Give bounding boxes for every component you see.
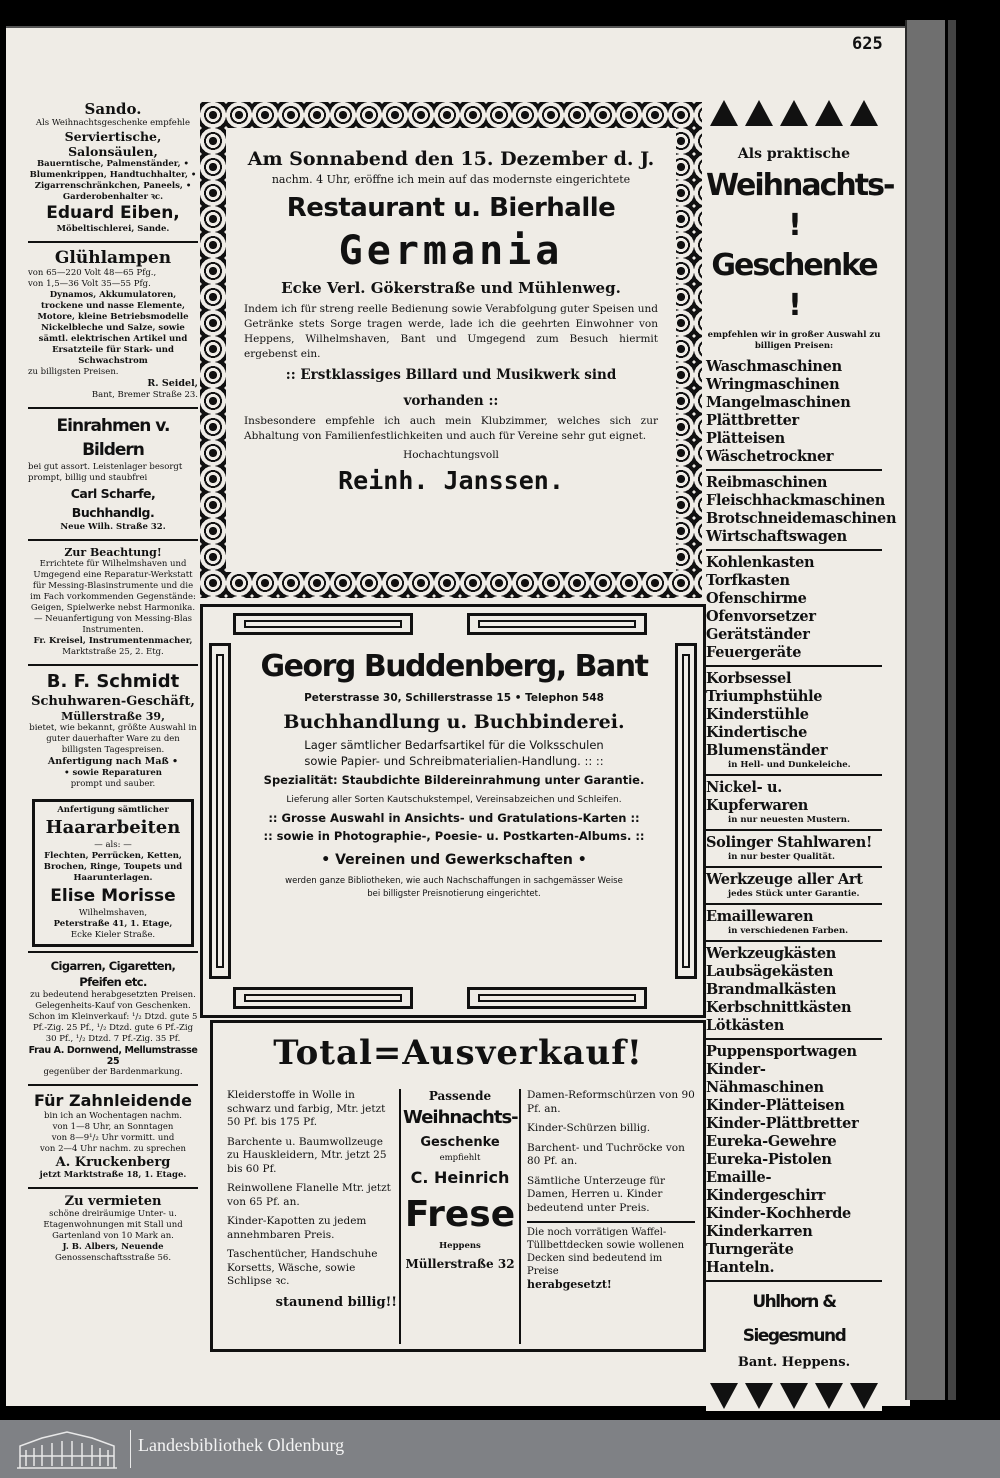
g5-item: Nickel- u. Kupferwaren: [706, 779, 809, 814]
list-item: Hanteln.: [706, 1259, 775, 1276]
total-right-item: Barchent- und Tuchröcke von 80 Pf. an.: [527, 1141, 685, 1167]
germania-line1: Am Sonnabend den 15. Dezember d. J.: [247, 148, 655, 170]
list-item: Kinder-Nähmaschinen: [706, 1061, 824, 1096]
buddenberg-title: Georg Buddenberg, Bant: [260, 649, 648, 684]
ornament-bar: [209, 643, 231, 979]
ad-eiben-sub: Möbeltischlerei, Sande.: [56, 224, 170, 234]
total-left-list: [227, 1089, 397, 1311]
list-item: Eureka-Pistolen: [706, 1151, 832, 1168]
g6-note: in nur bester Qualität.: [728, 852, 835, 862]
total-right-list: [527, 1089, 695, 1292]
germania-sign: Reinh. Janssen.: [338, 466, 564, 495]
ad-seidel-body: Dynamos, Akkumulatoren, trockene und nasse Elemente, Motore, kleine Betriebsmodelle Nickelbleche und Salze, sowie sämtl. elektrischen Artikel und Ersatzteile für Stark- und Schwachstrom: [37, 290, 189, 366]
ad-morisse-corner: Ecke Kieler Straße.: [70, 930, 156, 940]
g7-item: Werkzeuge aller Art: [706, 871, 863, 888]
ad-kreisel: [28, 544, 198, 661]
buddenberg-l8: werden ganze Bibliotheken, wie auch Nachschaffungen in sachgemässer Weise: [285, 876, 623, 886]
ad-kreisel-name: Fr. Kreisel, Instrumentenmacher,: [33, 636, 193, 646]
list-item: Blumenständer: [706, 742, 828, 759]
divider: [28, 951, 198, 953]
frese-l2: Weihnachts-: [403, 1107, 518, 1128]
ornament-bar: [233, 613, 413, 635]
list-group-2: [706, 474, 897, 546]
right-places: Bant. Heppens.: [737, 1355, 851, 1370]
germania-title: Restaurant u. Bierhalle: [286, 193, 616, 223]
frese-l4: empfiehlt: [439, 1153, 481, 1163]
list-item: Fleischhackmaschinen: [706, 492, 885, 509]
ad-schmidt-title: B. F. Schmidt: [46, 671, 180, 692]
ad-seidel-l2: von 1,5—36 Volt 35—55 Pfg.: [28, 279, 151, 289]
ad-seidel-l1: von 65—220 Volt 48—65 Pfg.,: [28, 268, 157, 278]
ad-morisse-title: Haararbeiten: [45, 817, 181, 838]
buddenberg-l5: :: Grosse Auswahl in Ansichts- und Gratulations-Karten ::: [268, 811, 640, 825]
list-item: Kinder-Kochherde: [706, 1205, 851, 1222]
g8-item: Emaillewaren: [706, 908, 814, 925]
divider: [706, 469, 882, 471]
ad-kruckenberg-name: A. Kruckenberg: [55, 1155, 171, 1170]
total-right-item: Kinder-Schürzen billig.: [527, 1122, 651, 1134]
list-group-9: [706, 945, 882, 1035]
library-footer: [0, 1420, 1000, 1478]
divider: [706, 1280, 882, 1282]
divider: [28, 407, 198, 409]
g4-note: in Hell- und Dunkeleiche.: [728, 760, 851, 770]
book-spine-edge: [948, 20, 956, 1400]
total-frese: [403, 1089, 517, 1274]
ad-seidel-title: Glühlampen: [54, 248, 172, 268]
total-left-item: Taschentücher, Handschuhe Korsetts, Wäsche, sowie Schlipse ꝛc.: [227, 1248, 378, 1287]
right-ad-uhlhorn: [706, 100, 897, 1411]
divider: [706, 829, 882, 831]
column-rule: [519, 1089, 521, 1344]
list-item: Wirtschaftswagen: [706, 528, 847, 545]
ad-dornwend-sub: gegenüber der Bardenmarkung.: [43, 1067, 183, 1077]
ornament-bar: [233, 987, 413, 1009]
total-left-item: Barchente u. Baumwollzeuge zu Hauskleidern, Mtr. jetzt 25 bis 60 Pf.: [227, 1135, 387, 1175]
frese-l3: Geschenke: [420, 1135, 500, 1150]
ad-seidel: [28, 246, 198, 404]
ad-scharfe-name: Carl Scharfe, Buchhandlg.: [70, 486, 156, 520]
ad-schmidt-addr: Müllerstraße 39,: [61, 710, 165, 723]
ad-morisse-als: — als: —: [94, 840, 132, 850]
list-item: Korbsessel: [706, 670, 792, 687]
list-item: Kindertische: [706, 724, 808, 741]
divider: [706, 549, 882, 551]
divider: [706, 665, 882, 667]
list-item: Triumphstühle: [706, 688, 823, 705]
ad-morisse-top: Anfertigung sämtlicher: [57, 805, 169, 815]
ad-eiben-line: Als Weihnachtsgeschenke empfehle: [35, 118, 191, 128]
germania-line2: nachm. 4 Uhr, eröffne ich mein auf das modernste eingerichtete: [271, 173, 631, 186]
ad-eiben-title: Serviertische, Salonsäulen,: [64, 129, 162, 159]
ad-eiben-body: Bauerntische, Palmenständer, • Blumenkrippen, Handtuchhalter, • Zigarrenschränkchen, Paneels, • Garderobenhalter ꝛc.: [29, 159, 197, 202]
divider: [706, 940, 882, 942]
buddenberg-l2: sowie Papier- und Schreibmaterialien-Handlung. :: ::: [304, 754, 604, 768]
divider: [706, 866, 882, 868]
ornament-bar: [467, 613, 647, 635]
ad-seidel-name: R. Seidel,: [147, 378, 198, 389]
list-item: Emaille-Kindergeschirr: [706, 1169, 826, 1204]
g7-note: jedes Stück unter Garantie.: [728, 889, 860, 899]
ad-dornwend-name: Frau A. Dornwend, Mellumstrasse 25: [28, 1045, 198, 1067]
buddenberg-l3: Spezialität: Staubdichte Bildereinrahmung unter Garantie.: [263, 773, 645, 787]
ad-seidel-addr: Bant, Bremer Straße 23.: [91, 390, 198, 400]
list-item: Ofenvorsetzer: [706, 608, 816, 625]
list-item: Plätteisen: [706, 430, 785, 447]
list-item: Kinderstühle: [706, 706, 809, 723]
ad-dornwend-title: Cigarren, Cigaretten, Pfeifen etc.: [50, 959, 176, 989]
ad-kruckenberg-l3: von 8—9¹/₂ Uhr vormitt. und: [51, 1133, 175, 1143]
footer-separator: [130, 1430, 131, 1468]
divider: [28, 664, 198, 666]
total-left-item: Kinder-Kapotten zu jedem annehmbaren Preis.: [227, 1215, 367, 1241]
total-left-end: staunend billig!!: [275, 1294, 397, 1310]
ad-kruckenberg-addr: jetzt Marktstraße 18, 1. Etage.: [39, 1170, 187, 1180]
divider: [706, 774, 882, 776]
ad-schmidt-l3: prompt und sauber.: [70, 779, 156, 789]
total-left-item: Reinwollene Flanelle Mtr. jetzt von 65 Pf. an.: [227, 1182, 391, 1208]
germania-body: Indem ich für streng reelle Bedienung sowie Verabfolgung guter Speisen und Getränke stets Sorge tragen werde, lade ich die geehrten Einwohner von Heppens, Wilhelmshaven, Bant und Umgegend zum Besuch hiermit ergebenst ein.: [244, 303, 658, 360]
ad-schmidt-l1: Anfertigung nach Maß •: [47, 756, 179, 767]
list-item: Brotschneidemaschinen: [706, 510, 897, 527]
g6-item: Solinger Stahlwaren!: [706, 834, 873, 851]
ad-kruckenberg-l4: von 2—4 Uhr nachm. zu sprechen: [39, 1144, 187, 1154]
ad-kruckenberg-title: Für Zahnleidende: [34, 1091, 192, 1110]
ad-albers: [28, 1192, 198, 1267]
ad-buddenberg: [200, 604, 706, 1018]
buddenberg-l6: :: sowie in Photographie-, Poesie- u. Postkarten-Albums. ::: [263, 829, 645, 843]
right-big1: Weihnachts-: [706, 168, 894, 203]
list-group-1: [706, 358, 882, 466]
list-item: Puppensportwagen: [706, 1043, 857, 1060]
buddenberg-sub: Buchhandlung u. Buchbinderei.: [283, 711, 625, 733]
list-item: Waschmaschinen: [706, 358, 842, 375]
list-item: Reibmaschinen: [706, 474, 828, 491]
ad-schmidt-sub: Schuhwaren-Geschäft,: [31, 694, 195, 709]
buddenberg-l4: Lieferung aller Sorten Kautschukstempel, Vereinsabzeichen und Schleifen.: [286, 795, 622, 805]
divider: [706, 903, 882, 905]
ad-eiben: [28, 98, 198, 238]
frese-l1: Passende: [428, 1089, 492, 1103]
ad-total-ausverkauf: [210, 1020, 706, 1352]
page-number: 625: [852, 34, 883, 54]
ornament-bar: [467, 987, 647, 1009]
ad-albers-body: schöne dreiräumige Unter- u. Etagenwohnungen mit Stall und Gartenland von 10 Mark an.: [43, 1209, 183, 1241]
list-item: Feuergeräte: [706, 644, 802, 661]
triangle-ornament-bottom: [706, 1383, 882, 1411]
ad-kruckenberg: [28, 1089, 198, 1184]
ad-schmidt-body: bietet, wie bekannt, größte Auswahl in guter dauerhafter Ware zu den billigsten Tagespreisen.: [29, 723, 197, 755]
ad-scharfe: [28, 412, 198, 536]
ornament-bar: [675, 643, 697, 979]
total-right-end-b: herabgesetzt!: [527, 1278, 612, 1291]
list-item: Kohlenkasten: [706, 554, 815, 571]
list-item: Brandmalkästen: [706, 981, 837, 998]
triangle-ornament-top: [706, 100, 882, 128]
ad-germania: [200, 102, 702, 598]
ad-eiben-name: Eduard Eiben,: [46, 203, 180, 223]
left-ad-column: [28, 98, 198, 1267]
column-rule: [399, 1089, 401, 1344]
ad-dornwend-body: zu bedeutend herabgesetzten Preisen. Gelegenheits-Kauf von Geschenken. Schon im Kleinverkauf: ¹/₂ Dtzd. gute 5 Pf.-Zig. 25 Pf., ¹/₂ Dtzd. gute 6 Pf.-Zig 30 Pf., ¹/₂ Dtzd. 7 Pf.-Zig. 35 Pf.: [28, 990, 198, 1044]
list-item: Torfkasten: [706, 572, 790, 589]
list-item: Gerätständer: [706, 626, 810, 643]
right-big2: ! Geschenke !: [711, 208, 877, 323]
ad-albers-title: Zu vermieten: [64, 1194, 162, 1209]
list-item: Wäschetrockner: [706, 448, 834, 465]
g8-note: in verschiedenen Farben.: [728, 926, 849, 936]
ad-morisse: [32, 799, 194, 947]
list-item: Kinder-Plätteisen: [706, 1097, 845, 1114]
right-intro: Als praktische: [737, 146, 851, 162]
buddenberg-addr: Peterstrasse 30, Schillerstrasse 15 • Telephon 548: [304, 692, 604, 704]
list-item: Mangelmaschinen: [706, 394, 851, 411]
frese-l8: Müllerstraße 32: [405, 1257, 515, 1271]
list-item: Laubsägekästen: [706, 963, 834, 980]
list-item: Kinder-Plättbretter: [706, 1115, 859, 1132]
ad-morisse-addr: Peterstraße 41, 1. Etage,: [53, 919, 173, 929]
ad-scharfe-addr: Neue Wilh. Straße 32.: [60, 522, 166, 532]
list-item: Kinderkarren: [706, 1223, 813, 1240]
list-item: Werkzeugkästen: [706, 945, 837, 962]
buddenberg-l7: • Vereinen und Gewerkschaften •: [321, 852, 587, 868]
divider: [28, 539, 198, 541]
ad-schmidt-l2: • sowie Reparaturen: [64, 768, 162, 778]
divider: [706, 1038, 882, 1040]
ad-morisse-city: Wilhelmshaven,: [78, 908, 148, 918]
ad-kruckenberg-l2: von 1—8 Uhr, an Sonntagen: [52, 1122, 174, 1132]
list-item: Ofenschirme: [706, 590, 807, 607]
footer-library-name: Landesbibliothek Oldenburg: [138, 1435, 345, 1455]
book-spine: [905, 20, 945, 1400]
ad-morisse-name: Elise Morisse: [50, 886, 176, 906]
list-group-10: [706, 1043, 882, 1277]
total-right-item: Sämtliche Unterzeuge für Damen, Herren u. Kinder bedeutend unter Preis.: [527, 1174, 666, 1214]
right-firm: Uhlhorn & Siegesmund: [742, 1292, 846, 1346]
divider: [28, 1187, 198, 1189]
right-sub: empfehlen wir in großer Auswahl zu billigen Preisen:: [707, 330, 881, 351]
buddenberg-l1: Lager sämtlicher Bedarfsartikel für die Volksschulen: [304, 738, 604, 752]
ad-kruckenberg-l1: bin ich an Wochentagen nachm.: [44, 1111, 182, 1121]
total-title: Total=Ausverkauf!: [273, 1033, 643, 1073]
total-right-item: Damen-Reformschürzen von 90 Pf. an.: [527, 1089, 695, 1115]
germania-corner: Ecke Verl. Gökerstraße und Mühlenweg.: [281, 279, 621, 297]
ad-schmidt: [28, 669, 198, 793]
frese-l7: Heppens: [439, 1241, 481, 1251]
germania-regards: Hochachtungsvoll: [403, 449, 499, 461]
list-item: Kerbschnittkästen: [706, 999, 852, 1016]
library-building-icon: [12, 1428, 122, 1470]
list-item: Turngeräte: [706, 1241, 794, 1258]
list-item: Eureka-Gewehre: [706, 1133, 837, 1150]
germania-billard: :: Erstklassiges Billard und Musikwerk sind vorhanden ::: [285, 367, 617, 409]
frese-l5: C. Heinrich: [410, 1168, 510, 1187]
germania-klub: Insbesondere empfehle ich auch mein Klubzimmer, welches sich zur Abhaltung von Familienfestlichkeiten und auch für Vereine sehr gut eignet.: [244, 415, 658, 442]
germania-name: Germania: [338, 228, 564, 274]
list-group-4: [706, 670, 882, 760]
frese-l6: Frese: [404, 1194, 516, 1235]
total-right-end: Die noch vorrätigen Waffel-Tüllbettdecken sowie wollenen Decken sind bedeutend im Preise: [527, 1221, 695, 1278]
list-group-3: [706, 554, 882, 662]
buddenberg-l9: bei billigster Preisnotierung eingerichtet.: [367, 889, 541, 899]
g5-note: in nur neuesten Mustern.: [728, 815, 850, 825]
ad-kreisel-body: Errichtete für Wilhelmshaven und Umgegend eine Reparatur-Werkstatt für Messing-Blasinstrumente und die im Fach vorkommenden Gegenstände: Geigen, Spielwerke nebst Harmonika. — Neuanfertigung von Messing-Blas Instrumenten.: [30, 559, 196, 635]
divider: [28, 241, 198, 243]
divider: [28, 1084, 198, 1086]
ad-scharfe-body: bei gut assort. Leistenlager besorgt prompt, billig und staubfrei: [28, 462, 183, 483]
ad-kreisel-addr: Marktstraße 25, 2. Etg.: [62, 647, 164, 657]
total-left-item: Kleiderstoffe in Wolle in schwarz und farbig, Mtr. jetzt 50 Pf. bis 175 Pf.: [227, 1089, 386, 1128]
ad-kreisel-title: Zur Beachtung!: [64, 546, 162, 559]
list-item: Lötkästen: [706, 1017, 784, 1034]
list-item: Wringmaschinen: [706, 376, 840, 393]
ad-morisse-body: Flechten, Perrücken, Ketten, Brochen, Ringe, Toupets und Haarunterlagen.: [43, 851, 183, 883]
list-item: Plättbretter: [706, 412, 799, 429]
ad-albers-name: J. B. Albers, Neuende: [62, 1242, 164, 1252]
ad-seidel-price: zu billigsten Preisen.: [28, 367, 119, 377]
ad-albers-addr: Genossenschaftsstraße 56.: [54, 1253, 172, 1263]
ad-eiben-header: Sando.: [84, 100, 142, 118]
ad-scharfe-title: Einrahmen v. Bildern: [56, 416, 170, 460]
ad-dornwend: [28, 956, 198, 1081]
